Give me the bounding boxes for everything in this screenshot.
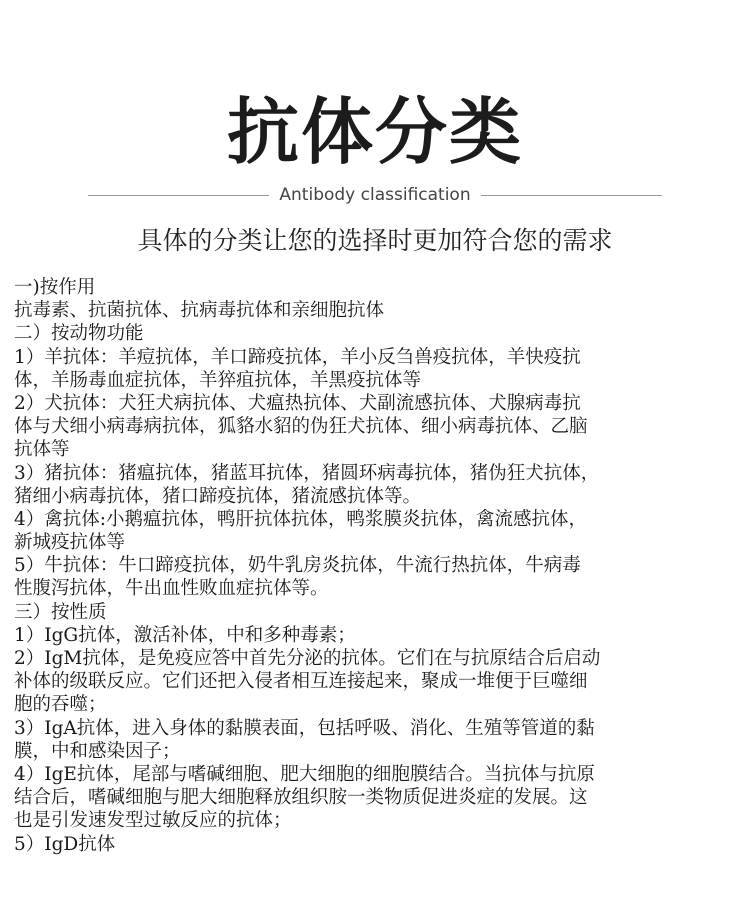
text-line: 三）按性质 <box>14 601 107 623</box>
text-line: 结合后，嗜碱细胞与肥大细胞释放组织胺一类物质促进炎症的发展。这 <box>14 787 588 809</box>
text-line: 胞的吞噬； <box>14 694 107 716</box>
text-line: 3）IgA抗体，进入身体的黏膜表面，包括呼吸、消化、生殖等管道的黏 <box>14 717 595 739</box>
text-line: 1）IgG抗体，激活补体，中和多种毒素； <box>14 624 356 646</box>
text-line: 抗毒素、抗菌抗体、抗病毒抗体和亲细胞抗体 <box>14 300 385 322</box>
text-line: 性腹泻抗体，牛出血性败血症抗体等。 <box>14 578 329 600</box>
text-line: 4）禽抗体:小鹅瘟抗体，鸭肝抗体抗体，鸭浆膜炎抗体，禽流感抗体， <box>14 508 588 530</box>
right-divider <box>481 195 662 196</box>
text-line: 膜，中和感染因子； <box>14 740 181 762</box>
text-line: 抗体等 <box>14 439 70 461</box>
text-line: 体与犬细小病毒病抗体，狐貉水貂的伪狂犬抗体、细小病毒抗体、乙脑 <box>14 416 588 438</box>
left-divider <box>88 195 269 196</box>
text-line: 二）按动物功能 <box>14 323 144 345</box>
page-title: 抗体分类 <box>226 90 523 174</box>
text-line: 猪细小病毒抗体，猪口蹄疫抗体，猪流感抗体等。 <box>14 485 422 507</box>
content-body <box>14 276 736 856</box>
text-line: 补体的级联反应。它们还把入侵者相互连接起来，聚成一堆便于巨噬细 <box>14 671 588 693</box>
text-line: 3）猪抗体：猪瘟抗体，猪蓝耳抗体，猪圆环病毒抗体，猪伪狂犬抗体， <box>14 462 600 484</box>
text-line: 一)按作用 <box>14 277 96 298</box>
text-line: 体，羊肠毒血症抗体，羊猝疽抗体，羊黑疫抗体等 <box>14 369 422 391</box>
text-line: 2）IgM抗体，是免疫应答中首先分泌的抗体。它们在与抗原结合后启动 <box>14 648 601 669</box>
subtitle-row <box>88 181 662 209</box>
text-line: 5）牛抗体：牛口蹄疫抗体，奶牛乳房炎抗体，牛流行热抗体，牛病毒 <box>14 555 581 577</box>
page-subtitle: Antibody classification <box>279 185 471 205</box>
text-line: 新城疫抗体等 <box>14 532 126 554</box>
text-line: 也是引发速发型过敏反应的抗体； <box>14 810 292 832</box>
text-line: 1）羊抗体：羊痘抗体，羊口蹄疫抗体，羊小反刍兽疫抗体，羊快疫抗 <box>14 346 581 368</box>
text-line: 4）IgE抗体，尾部与嗜碱细胞、肥大细胞的细胞膜结合。当抗体与抗原 <box>14 763 595 785</box>
text-line: 2）犬抗体：犬狂犬病抗体、犬瘟热抗体、犬副流感抗体、犬腺病毒抗 <box>14 392 581 414</box>
text-line: 5）IgD抗体 <box>14 833 116 855</box>
tagline: 具体的分类让您的选择时更加符合您的需求 <box>137 226 613 255</box>
